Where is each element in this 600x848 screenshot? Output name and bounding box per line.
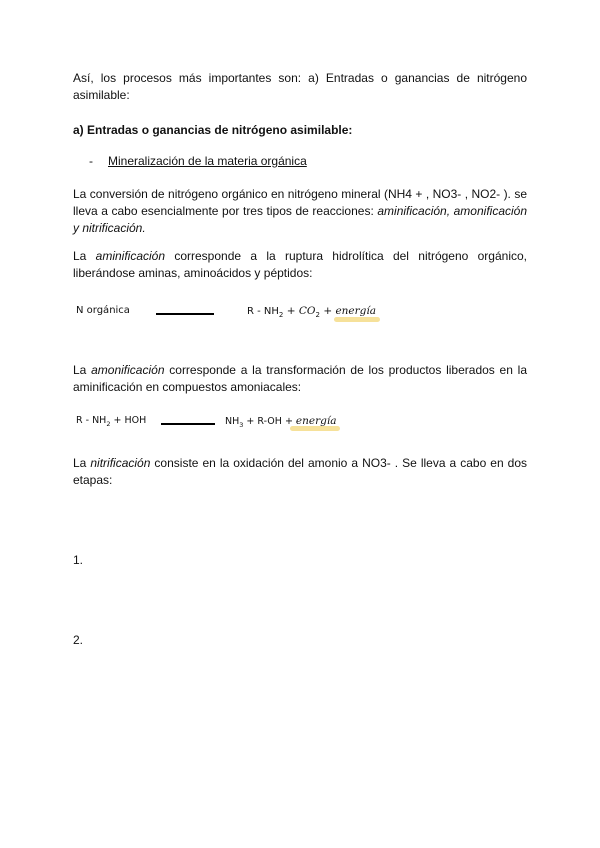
eq1-right-pre: R - NH <box>247 306 279 317</box>
bullet-mineralizacion: Mineralización de la materia orgánica <box>108 154 307 168</box>
aminificacion-paragraph <box>73 248 527 282</box>
nitrificacion-text: consiste en la oxidación del amonio a NO3- . Se lleva a cabo en dos etapas: <box>73 456 527 487</box>
eq2-right-post: energía <box>295 415 337 427</box>
eq2-left-post: + HOH <box>110 415 147 426</box>
eq2-right-sub: 3 <box>239 420 244 429</box>
amonificacion-paragraph <box>73 362 527 396</box>
step-1-number: 1. <box>73 553 84 567</box>
section-heading: a) Entradas o ganancias de nitrógeno asimilable: <box>73 123 353 137</box>
eq1-right <box>247 305 376 319</box>
eq1-right-mid: + CO <box>283 305 316 317</box>
aminificacion-text: corresponde a la ruptura hidrolítica del nitrógeno orgánico, liberándose aminas, aminoácidos y péptidos: <box>73 249 527 280</box>
eq1-arrow <box>156 313 214 315</box>
nitrificacion-paragraph <box>73 455 527 489</box>
aminificacion-pre: La <box>73 249 96 263</box>
conversion-paragraph <box>73 186 527 237</box>
bullet-dash: - <box>89 154 93 168</box>
amonificacion-term: amonificación <box>91 363 165 377</box>
conversion-text: La conversión de nitrógeno orgánico en nitrógeno mineral (NH4 + , NO3- , NO2- ). se lleva a cabo esencialmente por tres tipos de reacciones: <box>73 187 527 218</box>
eq2-left-pre: R - NH <box>76 415 107 426</box>
amonificacion-pre: La <box>73 363 92 377</box>
nitrificacion-term: nitrificación <box>90 456 151 470</box>
eq1-right-post: + energía <box>319 305 377 317</box>
conversion-reactions: aminificación, amonificación y nitrificación. <box>73 204 528 235</box>
eq2-right-mid: + R-OH + <box>243 416 296 427</box>
aminificacion-term: aminificación <box>95 249 166 263</box>
eq2-left <box>76 415 146 428</box>
eq2-left-sub: 2 <box>106 419 111 428</box>
intro-paragraph: Así, los procesos más importantes son: a) Entradas o ganancias de nitrógeno asimilable: <box>73 71 527 102</box>
eq2-right-pre: NH <box>225 416 240 427</box>
eq1-left: N orgánica <box>76 305 130 316</box>
step-2-number: 2. <box>73 633 84 647</box>
amonificacion-text: corresponde a la transformación de los productos liberados en la aminificación en compuestos amoniacales: <box>73 363 528 394</box>
nitrificacion-pre: La <box>73 456 91 470</box>
eq1-right-sub2: 2 <box>315 311 320 319</box>
eq2-right <box>225 415 336 429</box>
eq1-right-sub: 2 <box>278 311 284 319</box>
eq2-arrow <box>161 423 215 425</box>
